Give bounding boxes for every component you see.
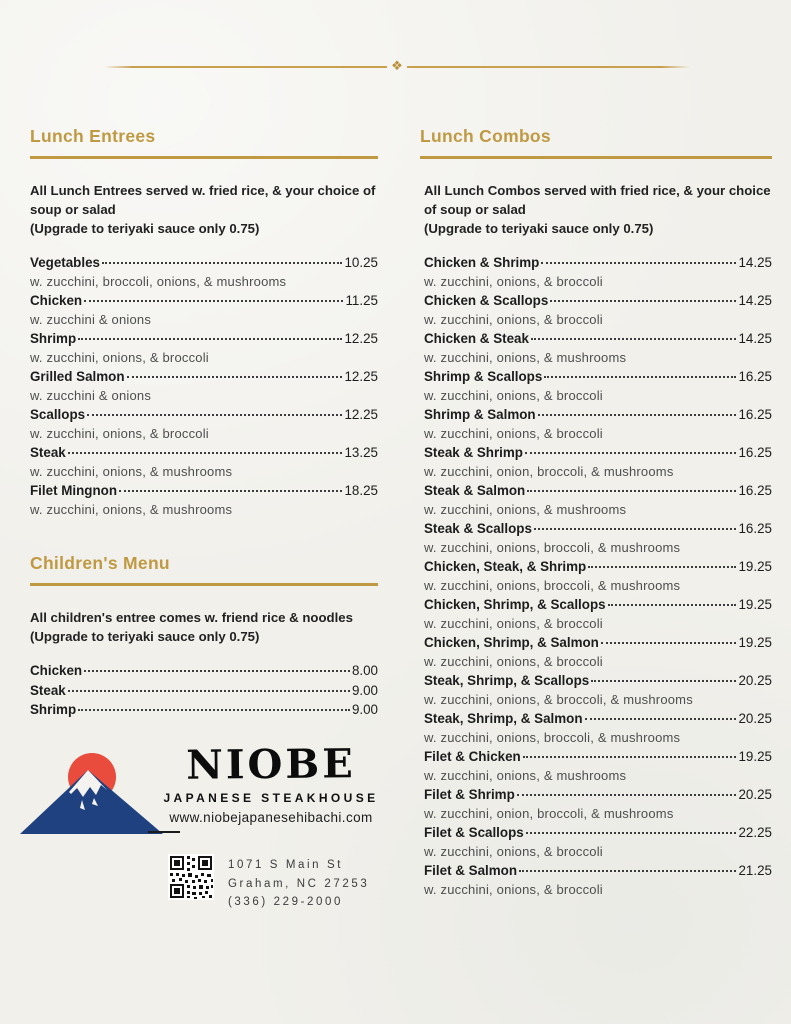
menu-item bbox=[424, 671, 772, 709]
item-row bbox=[424, 557, 772, 576]
dot-leader bbox=[608, 604, 737, 606]
item-price: 14.25 bbox=[738, 331, 772, 346]
item-price: 12.25 bbox=[344, 407, 378, 422]
dot-leader bbox=[68, 452, 343, 454]
dot-leader bbox=[119, 490, 342, 492]
item-price: 12.25 bbox=[344, 331, 378, 346]
item-price: 19.25 bbox=[738, 559, 772, 574]
divider-line-right bbox=[407, 66, 690, 68]
item-description: w. zucchini, onions, & mushrooms bbox=[424, 502, 627, 517]
menu-item bbox=[424, 481, 772, 519]
item-row bbox=[30, 329, 378, 348]
item-name: Chicken, Shrimp, & Scallops bbox=[424, 597, 606, 612]
item-row bbox=[424, 291, 772, 310]
item-price: 11.25 bbox=[345, 293, 378, 308]
item-row bbox=[424, 861, 772, 880]
dot-leader bbox=[534, 528, 737, 530]
item-name: Shrimp & Scallops bbox=[424, 369, 543, 384]
menu-item bbox=[424, 405, 772, 443]
item-description: w. zucchini, onions, broccoli, & mushrooms bbox=[424, 730, 681, 745]
website-text: www.niobejapanesehibachi.com bbox=[169, 810, 373, 825]
item-name: Steak bbox=[30, 445, 66, 460]
item-row bbox=[30, 661, 378, 681]
item-name: Chicken & Steak bbox=[424, 331, 529, 346]
item-price: 19.25 bbox=[738, 597, 772, 612]
section-title: Lunch Combos bbox=[420, 126, 551, 146]
dot-leader bbox=[84, 300, 343, 302]
section-title: Children's Menu bbox=[30, 553, 170, 573]
mount-fuji-logo-icon bbox=[20, 748, 170, 840]
item-description: w. zucchini, onions, & broccoli bbox=[424, 426, 603, 441]
item-price: 8.00 bbox=[351, 663, 378, 678]
item-row bbox=[424, 443, 772, 462]
item-description: w. zucchini, onions, & broccoli bbox=[30, 350, 209, 365]
dot-leader bbox=[538, 414, 737, 416]
item-description: w. zucchini, onions, & mushrooms bbox=[424, 350, 627, 365]
dot-leader bbox=[527, 490, 736, 492]
dot-leader bbox=[78, 338, 342, 340]
brand-footer bbox=[20, 742, 402, 922]
dot-leader bbox=[585, 718, 737, 720]
qr-code bbox=[168, 854, 214, 900]
item-price: 16.25 bbox=[738, 521, 772, 536]
menu-items bbox=[30, 661, 378, 720]
note-text: All children's entree comes w. friend rice & noodles bbox=[30, 610, 353, 625]
menu-item bbox=[30, 291, 378, 329]
menu-item bbox=[30, 329, 378, 367]
item-row bbox=[424, 367, 772, 386]
item-price: 18.25 bbox=[344, 483, 378, 498]
dot-leader bbox=[601, 642, 737, 644]
item-name: Chicken, Shrimp, & Salmon bbox=[424, 635, 599, 650]
item-name: Chicken, Steak, & Shrimp bbox=[424, 559, 587, 574]
dot-leader bbox=[531, 338, 737, 340]
dot-leader bbox=[87, 414, 342, 416]
dot-leader bbox=[588, 566, 736, 568]
menu-item bbox=[424, 633, 772, 671]
item-row bbox=[30, 700, 378, 720]
note-text: All Lunch Combos served with fried rice, & your choice of soup or salad bbox=[424, 183, 771, 217]
left-column bbox=[30, 126, 378, 720]
item-price: 20.25 bbox=[738, 787, 772, 802]
item-row bbox=[424, 519, 772, 538]
item-description: w. zucchini, onions, & mushrooms bbox=[424, 768, 627, 783]
section-note bbox=[30, 181, 378, 238]
item-row bbox=[30, 367, 378, 386]
dot-leader bbox=[544, 376, 736, 378]
item-name: Chicken bbox=[30, 293, 83, 308]
item-name: Scallops bbox=[30, 407, 86, 422]
section-title: Lunch Entrees bbox=[30, 126, 156, 146]
item-row bbox=[424, 747, 772, 766]
item-name: Steak & Scallops bbox=[424, 521, 532, 536]
item-name: Steak bbox=[30, 682, 66, 698]
menu-item bbox=[424, 367, 772, 405]
item-price: 14.25 bbox=[738, 255, 772, 270]
dot-leader bbox=[550, 300, 736, 302]
dot-leader bbox=[541, 262, 736, 264]
item-price: 16.25 bbox=[738, 445, 772, 460]
phone-number: (336) 229-2000 bbox=[228, 896, 344, 908]
item-row bbox=[424, 481, 772, 500]
item-description: w. zucchini, broccoli, onions, & mushrooms bbox=[30, 274, 287, 289]
menu-item bbox=[30, 253, 378, 291]
menu-item bbox=[424, 747, 772, 785]
dot-leader bbox=[523, 756, 737, 758]
address-line2: Graham, NC 27253 bbox=[228, 877, 370, 890]
item-price: 16.25 bbox=[738, 483, 772, 498]
upgrade-text: (Upgrade to teriyaki sauce only 0.75) bbox=[30, 629, 260, 644]
item-name: Chicken & Shrimp bbox=[424, 255, 540, 270]
item-name: Steak, Shrimp, & Scallops bbox=[424, 673, 590, 688]
section-lunch-combos bbox=[420, 126, 772, 899]
item-row bbox=[30, 253, 378, 272]
menu-item bbox=[424, 291, 772, 329]
menu-item bbox=[30, 700, 378, 720]
top-divider bbox=[104, 60, 690, 73]
item-price: 21.25 bbox=[738, 863, 772, 878]
upgrade-text: (Upgrade to teriyaki sauce only 0.75) bbox=[30, 221, 260, 236]
item-row bbox=[30, 681, 378, 701]
contact-block bbox=[168, 854, 369, 912]
item-name: Filet & Chicken bbox=[424, 749, 521, 764]
section-rule bbox=[30, 583, 378, 586]
item-name: Shrimp bbox=[30, 702, 77, 717]
menu-item bbox=[30, 405, 378, 443]
item-price: 16.25 bbox=[738, 369, 772, 384]
menu-item bbox=[30, 681, 378, 701]
menu-item bbox=[424, 709, 772, 747]
menu-item bbox=[424, 823, 772, 861]
item-name: Shrimp & Salmon bbox=[424, 407, 536, 422]
dot-leader bbox=[517, 794, 737, 796]
item-description: w. zucchini, onion, broccoli, & mushrooms bbox=[424, 464, 674, 479]
diamond-ornament-icon: ❖ bbox=[391, 59, 403, 74]
item-row bbox=[424, 709, 772, 728]
dot-leader bbox=[102, 262, 343, 264]
item-description: w. zucchini, onions, & broccoli bbox=[424, 616, 603, 631]
item-name: Steak & Shrimp bbox=[424, 445, 523, 460]
section-note bbox=[30, 608, 378, 646]
menu-item bbox=[30, 443, 378, 481]
item-description: w. zucchini, onion, broccoli, & mushrooms bbox=[424, 806, 674, 821]
item-name: Chicken & Scallops bbox=[424, 293, 549, 308]
menu-item bbox=[424, 443, 772, 481]
brand-tagline: JAPANESE STEAKHOUSE bbox=[163, 791, 379, 805]
section-rule bbox=[420, 156, 772, 159]
item-price: 16.25 bbox=[738, 407, 772, 422]
right-column bbox=[420, 126, 772, 899]
item-row bbox=[424, 595, 772, 614]
item-description: w. zucchini & onions bbox=[30, 312, 152, 327]
dot-leader bbox=[525, 452, 737, 454]
menu-item bbox=[424, 861, 772, 899]
item-name: Chicken bbox=[30, 663, 83, 678]
item-description: w. zucchini, onions, & mushrooms bbox=[30, 502, 233, 517]
item-name: Steak & Salmon bbox=[424, 483, 526, 498]
dot-leader bbox=[84, 670, 350, 672]
address-block bbox=[228, 854, 369, 912]
item-row bbox=[30, 291, 378, 310]
menu-items bbox=[424, 253, 772, 899]
dot-leader bbox=[519, 870, 736, 872]
item-description: w. zucchini, onions, & broccoli bbox=[424, 654, 603, 669]
section-lunch-entrees bbox=[30, 126, 378, 519]
item-description: w. zucchini, onions, & broccoli bbox=[424, 882, 603, 897]
divider-line-left bbox=[104, 66, 387, 68]
item-name: Steak, Shrimp, & Salmon bbox=[424, 711, 583, 726]
item-row bbox=[424, 633, 772, 652]
item-price: 9.00 bbox=[351, 682, 378, 698]
dot-leader bbox=[68, 690, 350, 692]
menu-item bbox=[424, 785, 772, 823]
menu-item bbox=[30, 661, 378, 681]
website-underline bbox=[148, 831, 180, 833]
item-row bbox=[30, 405, 378, 424]
menu-item bbox=[424, 329, 772, 367]
menu-item bbox=[424, 253, 772, 291]
item-description: w. zucchini, onions, & broccoli bbox=[30, 426, 209, 441]
brand-name: NIOBE bbox=[186, 740, 356, 789]
item-row bbox=[30, 443, 378, 462]
item-description: w. zucchini, onions, & mushrooms bbox=[30, 464, 233, 479]
item-price: 10.25 bbox=[344, 255, 378, 270]
item-row bbox=[424, 671, 772, 690]
item-price: 13.25 bbox=[344, 445, 378, 460]
item-description: w. zucchini & onions bbox=[30, 388, 152, 403]
item-row bbox=[424, 329, 772, 348]
item-name: Filet & Salmon bbox=[424, 863, 518, 878]
item-row bbox=[424, 823, 772, 842]
item-row bbox=[424, 785, 772, 804]
item-row bbox=[424, 405, 772, 424]
menu-items bbox=[30, 253, 378, 519]
item-name: Vegetables bbox=[30, 255, 100, 270]
item-description: w. zucchini, onions, & broccoli, & mushrooms bbox=[424, 692, 693, 707]
section-childrens-menu bbox=[30, 553, 378, 720]
upgrade-text: (Upgrade to teriyaki sauce only 0.75) bbox=[424, 221, 654, 236]
item-price: 12.25 bbox=[344, 369, 378, 384]
dot-leader bbox=[127, 376, 343, 378]
item-price: 19.25 bbox=[738, 635, 772, 650]
section-rule bbox=[30, 156, 378, 159]
item-price: 14.25 bbox=[738, 293, 772, 308]
address-line1: 1071 S Main St bbox=[228, 859, 344, 871]
note-text: All Lunch Entrees served w. fried rice, & your choice of soup or salad bbox=[30, 183, 376, 217]
item-description: w. zucchini, onions, & broccoli bbox=[424, 312, 603, 327]
section-note bbox=[424, 181, 772, 238]
item-name: Filet & Scallops bbox=[424, 825, 524, 840]
item-description: w. zucchini, onions, & broccoli bbox=[424, 844, 603, 859]
item-name: Filet & Shrimp bbox=[424, 787, 515, 802]
dot-leader bbox=[526, 832, 737, 834]
item-description: w. zucchini, onions, & broccoli bbox=[424, 388, 603, 403]
brand-block bbox=[162, 742, 380, 825]
item-description: w. zucchini, onions, broccoli, & mushrooms bbox=[424, 578, 681, 593]
menu-item bbox=[30, 367, 378, 405]
item-price: 9.00 bbox=[351, 702, 378, 717]
item-row bbox=[30, 481, 378, 500]
item-name: Shrimp bbox=[30, 331, 77, 346]
item-row bbox=[424, 253, 772, 272]
menu-item bbox=[30, 481, 378, 519]
item-price: 20.25 bbox=[738, 711, 772, 726]
dot-leader bbox=[591, 680, 736, 682]
item-name: Filet Mingnon bbox=[30, 483, 118, 498]
menu-item bbox=[424, 595, 772, 633]
item-description: w. zucchini, onions, broccoli, & mushrooms bbox=[424, 540, 681, 555]
item-name: Grilled Salmon bbox=[30, 369, 125, 384]
menu-item bbox=[424, 557, 772, 595]
item-price: 19.25 bbox=[738, 749, 772, 764]
menu-item bbox=[424, 519, 772, 557]
dot-leader bbox=[78, 709, 350, 711]
item-description: w. zucchini, onions, & broccoli bbox=[424, 274, 603, 289]
item-price: 20.25 bbox=[738, 673, 772, 688]
item-price: 22.25 bbox=[738, 825, 772, 840]
